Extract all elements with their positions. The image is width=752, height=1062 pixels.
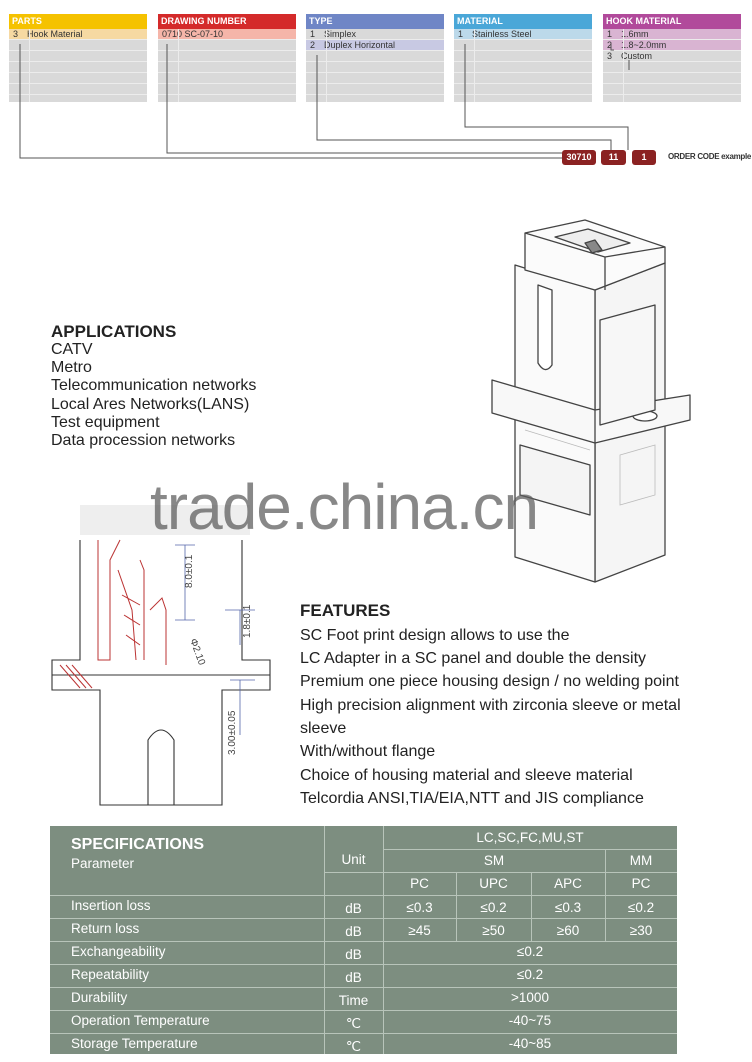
- order-column-header: PARTS: [9, 14, 147, 29]
- spec-row-name: Durability: [71, 990, 128, 1005]
- applications-title: APPLICATIONS: [51, 322, 177, 341]
- spec-row-value: ≥50: [482, 923, 505, 938]
- order-option-number: 1: [458, 29, 464, 39]
- spec-mm-label: MM: [629, 853, 653, 868]
- feature-item: SC Foot print design allows to use the: [300, 627, 570, 644]
- application-item: Data procession networks: [51, 432, 236, 449]
- spec-parameter-label: Parameter: [71, 856, 135, 871]
- spec-subcol-apc: APC: [554, 876, 582, 891]
- spec-row-unit: dB: [345, 970, 362, 985]
- spec-row-name: Return loss: [71, 921, 140, 936]
- spec-row-unit: Time: [338, 993, 369, 1008]
- order-column-header: MATERIAL: [454, 14, 592, 29]
- specifications-table: [50, 826, 677, 1054]
- order-option-number: 2: [310, 40, 316, 50]
- application-item: Test equipment: [51, 413, 160, 431]
- technical-drawing: [40, 500, 280, 810]
- spec-row-value: ≤0.2: [480, 900, 507, 915]
- order-column-header: DRAWING NUMBER: [158, 14, 296, 29]
- spec-unit-label: Unit: [341, 852, 366, 867]
- order-option-number: 2: [607, 40, 613, 50]
- spec-row-name: Exchangeability: [71, 944, 166, 959]
- spec-row-name: Storage Temperature: [71, 1036, 198, 1051]
- spec-row-value: ≤0.2: [516, 944, 544, 959]
- dim-height-label: 8.0±0.1: [184, 554, 195, 588]
- spec-subcol-pc: PC: [410, 876, 429, 891]
- dim-diameter-label: Φ2.10: [187, 637, 207, 667]
- spec-row-value: -40~85: [508, 1036, 552, 1051]
- order-option-text: Simplex: [324, 29, 357, 39]
- spec-row-value: ≥60: [556, 923, 580, 938]
- order-column-header: TYPE: [306, 14, 444, 29]
- order-column-header: HOOK MATERIAL: [603, 14, 741, 29]
- spec-row-value: ≥30: [629, 923, 653, 938]
- application-item: Local Ares Networks(LANS): [51, 395, 250, 413]
- spec-title: SPECIFICATIONS: [71, 836, 205, 853]
- spec-row-name: Repeatability: [71, 967, 150, 982]
- order-option-number: 3: [13, 29, 19, 39]
- spec-row-unit: ℃: [345, 1016, 362, 1031]
- order-option-text: 1.6mm: [621, 29, 649, 39]
- order-option-number: 1: [607, 29, 613, 39]
- order-code-example-label: ORDER CODE example: [668, 152, 752, 161]
- spec-row-name: Operation Temperature: [71, 1013, 210, 1028]
- application-item: Metro: [51, 359, 92, 377]
- feature-item: Telcordia ANSI,TIA/EIA,NTT and JIS compliance: [300, 790, 644, 807]
- feature-item: LC Adapter in a SC panel and double the density: [300, 650, 647, 667]
- order-option-text: Hook Material: [27, 29, 83, 39]
- dim-flange-label: 1.8±0.1: [242, 604, 253, 638]
- dim-depth-label: 3.00±0.05: [227, 710, 238, 755]
- feature-item: With/without flange: [300, 743, 436, 760]
- features-title: FEATURES: [300, 601, 391, 620]
- spec-row-unit: dB: [345, 901, 362, 916]
- application-item: Telecommunication networks: [51, 377, 257, 395]
- spec-connectors-label: LC,SC,FC,MU,ST: [476, 830, 584, 845]
- spec-sm-label: SM: [483, 853, 505, 868]
- watermark-text: trade.china.cn: [150, 471, 539, 543]
- spec-subcol-mm-pc: PC: [631, 876, 651, 891]
- spec-row-value: ≤0.3: [406, 900, 433, 915]
- feature-item: Choice of housing material and sleeve material: [300, 767, 633, 784]
- spec-subcol-upc: UPC: [479, 876, 508, 891]
- feature-item: High precision alignment with zirconia sleeve or metal: [300, 697, 681, 714]
- order-code-type: 11: [601, 150, 626, 165]
- application-item: CATV: [51, 341, 93, 358]
- spec-row-value: ≤0.2: [516, 967, 544, 982]
- order-option-text: 1.8~2.0mm: [621, 40, 667, 50]
- spec-row-unit: dB: [345, 947, 362, 962]
- feature-item: sleeve: [300, 720, 347, 737]
- spec-row-value: -40~75: [508, 1013, 552, 1028]
- order-option-number: 1: [310, 29, 316, 39]
- order-option-text: Custom: [621, 51, 653, 61]
- spec-row-value: ≥45: [408, 923, 431, 938]
- feature-item: Premium one piece housing design / no welding point: [300, 673, 679, 690]
- order-code-part: 30710: [562, 150, 596, 165]
- order-option-text: Duplex Horizontal: [324, 40, 396, 50]
- spec-row-unit: ℃: [345, 1039, 362, 1054]
- spec-row-name: Insertion loss: [71, 898, 151, 913]
- spec-row-value: >1000: [511, 990, 549, 1005]
- order-code-hook: 1: [632, 150, 656, 165]
- spec-row-unit: dB: [345, 924, 362, 939]
- spec-row-value: ≤0.3: [554, 900, 582, 915]
- spec-row-value: ≤0.2: [627, 900, 655, 915]
- order-option-number: 3: [607, 51, 613, 61]
- order-option-text: 0710 SC-07-10: [162, 29, 224, 39]
- order-option-text: Stainless Steel: [472, 29, 532, 39]
